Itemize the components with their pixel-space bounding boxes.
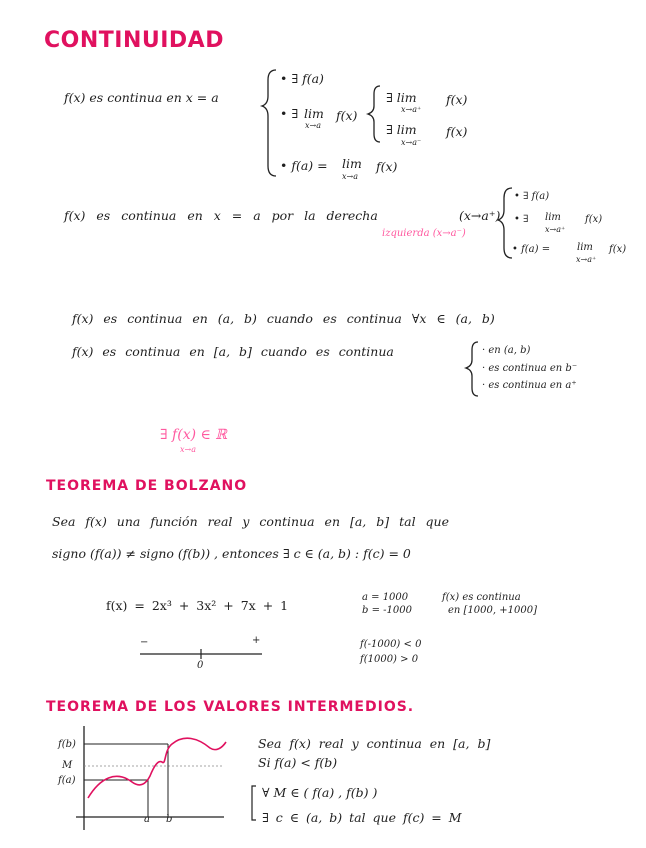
cond-lim-sub: x→a <box>305 121 321 130</box>
lateral-left-sub: x→a⁻ <box>401 138 422 147</box>
bolzano-example: f(x) = 2x³ + 3x² + 7x + 1 <box>106 598 289 613</box>
cond-equal-sub: x→a <box>342 172 358 181</box>
cond-lim-fx: f(x) <box>336 108 358 123</box>
closed-cond-a: · es continua en a⁺ <box>482 380 577 391</box>
limit-real-note: ∃ f(x) ∈ ℝ <box>160 427 227 443</box>
closed-cond-b: · es continua en b⁻ <box>482 363 578 374</box>
right-cond-equal-fx: f(x) <box>609 244 627 255</box>
graph-curve <box>88 738 226 798</box>
right-cond-exists-prefix: • ∃ <box>514 214 529 225</box>
closed-condition-brace <box>466 342 478 396</box>
bolzano-heading: TEOREMA DE BOLZANO <box>46 478 248 494</box>
continuity-lead: f(x) es continua en x = a <box>64 90 219 105</box>
cond-exists-fa: • ∃ f(a) <box>280 71 324 86</box>
main-condition-brace <box>262 70 276 176</box>
ivt-line1: Sea f(x) real y continua en [a, b] <box>258 736 491 751</box>
right-cond-lim-sub: x→a⁺ <box>545 225 566 234</box>
lateral-limit-brace <box>368 86 380 142</box>
right-continuity-cond: (x→a⁺) <box>459 208 501 223</box>
closed-cond-open: · en (a, b) <box>482 345 531 356</box>
right-continuity-lead: f(x) es continua en x = a por la derecha <box>64 208 378 223</box>
open-interval-line: f(x) es continua en (a, b) cuando es continua ∀x ∈ (a, b) <box>72 311 495 326</box>
right-cond-equal-left: • f(a) = <box>512 244 551 255</box>
graph-label-fb: f(b) <box>58 739 76 750</box>
ivt-heading: TEOREMA DE LOS VALORES INTERMEDIOS. <box>46 699 415 715</box>
number-line-zero: 0 <box>197 660 204 671</box>
ivt-line3: ∀ M ∈ ( f(a) , f(b) ) <box>262 785 378 800</box>
number-line-plus: + <box>252 635 261 646</box>
ivt-line4: ∃ c ∈ (a, b) tal que f(c) = M <box>262 810 462 825</box>
page-title: CONTINUIDAD <box>44 28 224 53</box>
ivt-graph <box>76 726 226 830</box>
bolzano-line1: Sea f(x) una función real y continua en [a, b] tal que <box>52 514 449 529</box>
right-cond-equal-sub: x→a⁺ <box>576 255 597 264</box>
ivt-bracket <box>252 786 256 820</box>
lateral-left-exists: ∃ lim <box>386 122 417 137</box>
lateral-right-sub: x→a⁺ <box>401 105 422 114</box>
bolzano-line2: signo (f(a)) ≠ signo (f(b)) , entonces ∃ c ∈ (a, b) : f(c) = 0 <box>52 546 411 561</box>
bolzano-a-value: a = 1000 <box>362 592 409 603</box>
graph-label-a: a <box>144 814 150 825</box>
right-cond-lim-fx: f(x) <box>585 214 603 225</box>
bolzano-continuity: f(x) es continua <box>442 592 521 603</box>
f-pos-value: f(1000) > 0 <box>360 654 419 665</box>
left-continuity-note: izquierda (x→a⁻) <box>382 228 466 239</box>
right-cond-lim: lim <box>545 212 561 223</box>
right-cond-equal-lim: lim <box>577 242 593 253</box>
cond-lim: lim <box>304 106 324 121</box>
bolzano-continuity-interval: en [1000, +1000] <box>448 605 537 616</box>
graph-label-fa: f(a) <box>58 775 76 786</box>
right-cond-exists-fa: • ∃ f(a) <box>514 191 550 202</box>
bolzano-b-value: b = -1000 <box>362 605 412 616</box>
lateral-right-exists: ∃ lim <box>386 90 417 105</box>
limit-real-sub: x→a <box>180 445 196 454</box>
lateral-left-fx: f(x) <box>446 124 468 139</box>
f-neg-value: f(-1000) < 0 <box>360 639 422 650</box>
graph-label-m: M <box>62 760 73 771</box>
lateral-right-fx: f(x) <box>446 92 468 107</box>
ivt-line2: Si f(a) < f(b) <box>258 755 338 770</box>
cond-equal-left: • f(a) = <box>280 158 328 173</box>
cond-equal-fx: f(x) <box>376 159 398 174</box>
right-condition-brace <box>498 188 512 258</box>
graph-label-b: b <box>166 814 173 825</box>
closed-interval-line: f(x) es continua en [a, b] cuando es continua <box>72 344 394 359</box>
number-line-minus: − <box>140 637 149 648</box>
cond-exists-lim-prefix: • ∃ <box>280 106 299 121</box>
cond-equal-lim: lim <box>342 156 362 171</box>
